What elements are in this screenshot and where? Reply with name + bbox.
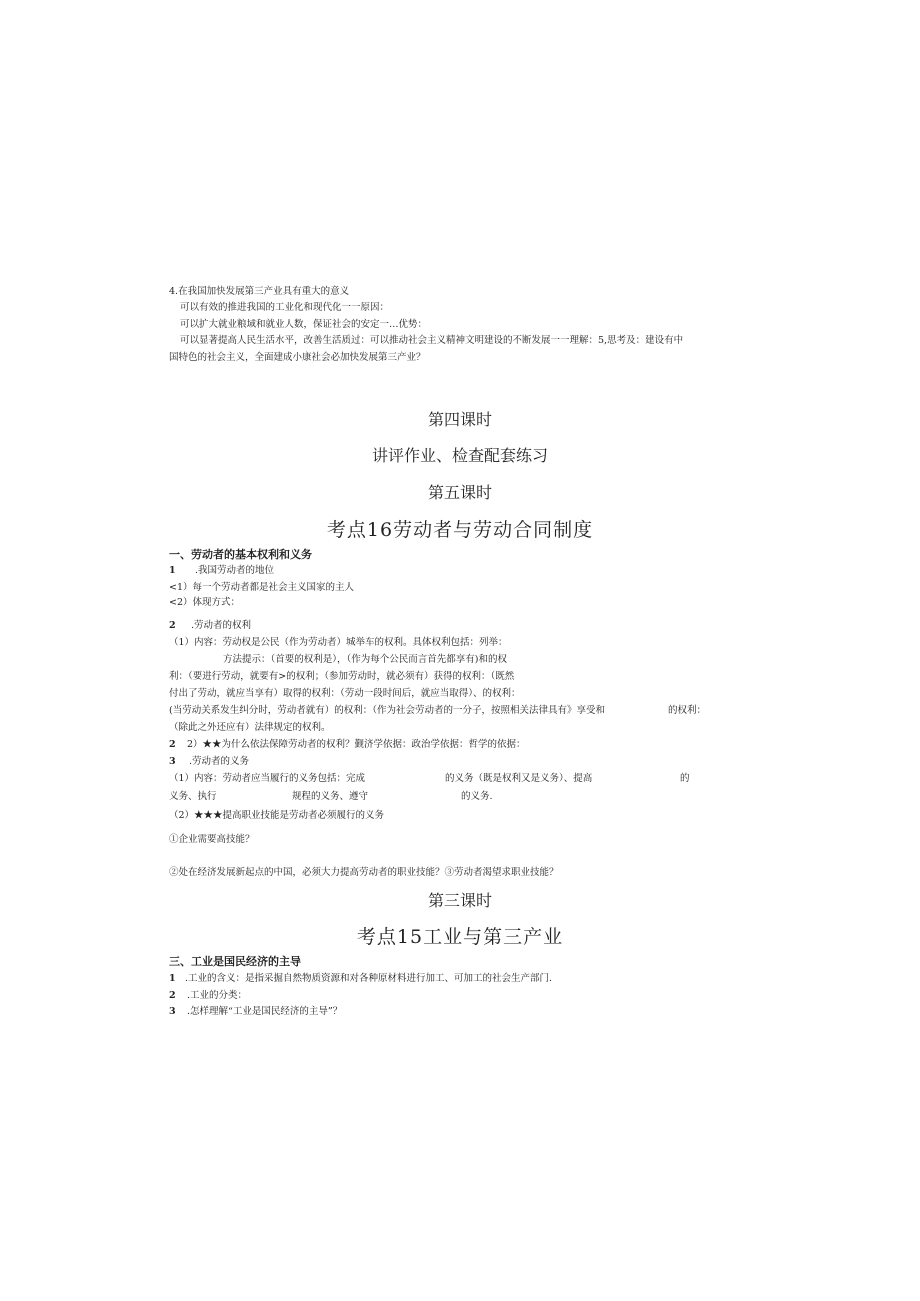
question-line: ②处在经济发展新起点的中国，必须大力提高劳动者的职业技能？③劳动者渴望求职业技能？ xyxy=(169,867,559,878)
list-item xyxy=(169,755,249,768)
text-line: 规程的义务、遵守 xyxy=(292,791,369,802)
text-line: (当劳动关系发生纠分时，劳动者就有）的权利：（作为社会劳动者的一分子，按照相关法律具有》享受和 xyxy=(169,705,605,716)
lesson-heading: 第三课时 xyxy=(427,891,492,910)
list-item xyxy=(169,1005,342,1018)
list-item xyxy=(169,619,251,632)
item-text: .怎样理解“工业是国民经济的主导”？ xyxy=(187,1006,343,1017)
text-line: 方法提示：（首要的权利是），（作为每个公民而言首先都享有)和的权 xyxy=(223,654,507,665)
item-number: 3 xyxy=(169,756,176,767)
text-line: 的义务. xyxy=(461,791,493,802)
item-number: 1 xyxy=(169,565,176,576)
lesson-heading: 第五课时 xyxy=(427,483,492,502)
text-line: 付出了劳动，就应当享有）取得的权利：（劳动一段时间后，就应当取得）、的权利： xyxy=(169,688,521,699)
item-text: .劳动者的权利 xyxy=(191,620,252,631)
item-text: .工业的含义：是指采掘自然物质资源和对各种原材料进行加工、可加工的社会生产部门. xyxy=(185,973,553,984)
topic-heading: 考点15工业与第三产业 xyxy=(356,926,564,948)
review-heading: 讲评作业、检查配套练习 xyxy=(371,446,548,465)
text-line: <1）每一个劳动者都是社会主义国家的主人 xyxy=(169,582,355,593)
list-item xyxy=(169,564,274,577)
item-text: .劳动者的义务 xyxy=(189,756,250,767)
item-number: 2 xyxy=(169,990,176,1001)
item-number: 3 xyxy=(169,1006,176,1017)
text-line: 利：（要进行劳动，就要有>的权利；（参加劳动时，就必须有）获得的权利：（既然 xyxy=(169,671,515,682)
item-number: 2 xyxy=(169,739,176,750)
text-line: 义务、执行 xyxy=(169,791,217,802)
text-line: （1）内容：劳动权是公民（作为劳动者）城举车的权利。具体权利包括：列举： xyxy=(169,637,508,648)
topic-heading: 考点16劳动者与劳动合同制度 xyxy=(326,519,594,541)
text-line: 可以有效的推进我国的工业化和现代化一一原因： xyxy=(180,302,390,313)
section-title: 一、劳动者的基本权利和义务 xyxy=(169,548,312,561)
text-line: 可以扩大就业粮域和就业人数，保证社会的安定一…优势： xyxy=(180,319,428,330)
text-line: 的 xyxy=(680,773,690,784)
text-line: 可以显著提高人民生活水平，改善生活质过：可以推动社会主义精神文明建设的不断发展一一理解：5,思考及：建设有中 xyxy=(180,335,684,346)
text-line: 的义务（既是权利又是义务）、提高 xyxy=(445,773,593,784)
text-line: （1）内容：劳动者应当履行的义务包括：完成 xyxy=(169,773,366,784)
item-4-line: 4.在我国加快发展第三产业具有重大的意义 xyxy=(169,286,350,297)
section-title: 三、工业是国民经济的主导 xyxy=(169,955,301,968)
text-line: （2）★★★提高职业技能是劳动者必须履行的义务 xyxy=(169,810,385,821)
text-line: <2）体现方式： xyxy=(169,597,241,608)
item-number: 2 xyxy=(169,620,176,631)
text-line: （除此之外还应有）法律规定的权利。 xyxy=(169,722,331,733)
list-item xyxy=(169,738,526,751)
text-line: 的权利： xyxy=(668,705,707,716)
list-item xyxy=(169,972,552,985)
text-line: 国特色的社会主义，全面建成小康社会必加快发展第三产业？ xyxy=(169,352,426,363)
list-item xyxy=(169,989,247,1002)
question-line: ①企业需要高技能？ xyxy=(169,834,255,845)
item-text: 2）★★为什么依法保障劳动者的权利？觐济学依据：政治学依据：哲学的依据： xyxy=(187,739,526,750)
lesson-heading: 第四课时 xyxy=(427,410,492,429)
item-text: .我国劳动者的地位 xyxy=(195,565,275,576)
item-text: .工业的分类： xyxy=(187,990,248,1001)
item-number: 1 xyxy=(169,973,176,984)
